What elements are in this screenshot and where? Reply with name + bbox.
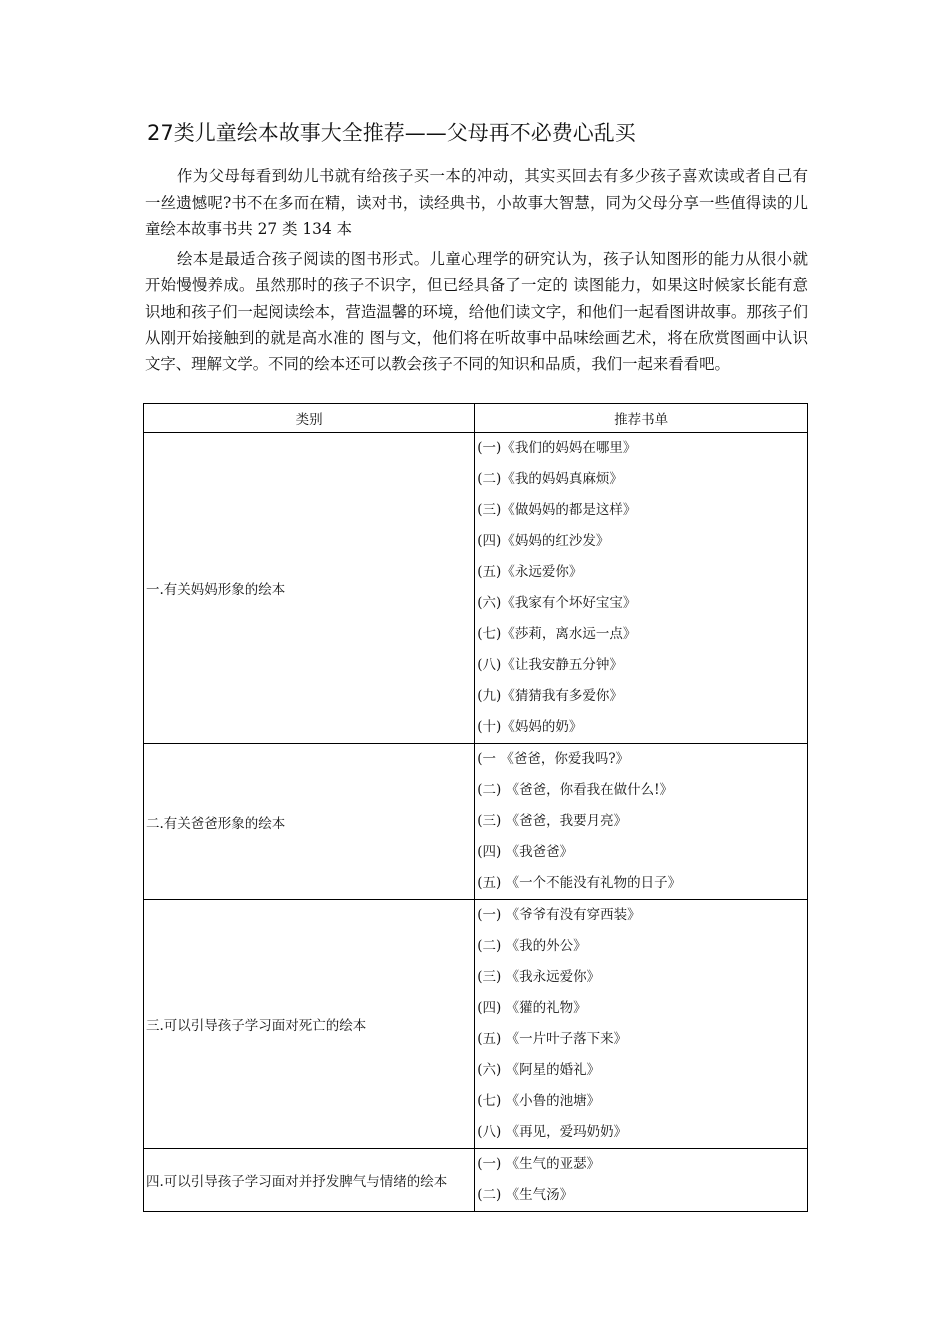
- intro-paragraph: 作为父母每看到幼儿书就有给孩子买一本的冲动，其实买回去有多少孩子喜欢读或者自己有一丝遗憾呢?书不在多而在精，读对书，读经典书，小故事大智慧，同为父母分享一些值得读的儿童绘本故事书共 27 类 134 本: [145, 167, 808, 238]
- book-item: (六)《我家有个坏好宝宝》: [477, 595, 637, 611]
- book-item: (六) 《阿星的婚礼》: [477, 1062, 601, 1078]
- category-cell: 三.可以引导孩子学习面对死亡的绘本: [144, 900, 475, 1149]
- book-item: (三) 《我永远爱你》: [477, 969, 601, 985]
- table-header-row: [144, 404, 808, 433]
- category-cell: 二.有关爸爸形象的绘本: [144, 744, 475, 900]
- book-item: (四) 《獾的礼物》: [477, 1000, 587, 1016]
- book-list-cell: [475, 900, 808, 1149]
- book-item: (二) 《我的外公》: [477, 938, 587, 954]
- book-item: (一) 《生气的亚瑟》: [477, 1156, 601, 1172]
- table-row: [144, 900, 808, 1149]
- book-item: (七) 《小鲁的池塘》: [477, 1093, 601, 1109]
- book-item: (一 《爸爸，你爱我吗?》: [477, 751, 630, 767]
- category-cell: 四.可以引导孩子学习面对并抒发脾气与情绪的绘本: [144, 1149, 475, 1212]
- table-row: [144, 744, 808, 900]
- book-item: (四) 《我爸爸》: [477, 844, 574, 860]
- book-item: (一)《我们的妈妈在哪里》: [477, 440, 637, 456]
- book-list-table: [143, 403, 808, 1212]
- table-row: [144, 1149, 808, 1212]
- book-item: (二)《我的妈妈真麻烦》: [477, 471, 623, 487]
- book-item: (二) 《爸爸，你看我在做什么!》: [477, 782, 674, 798]
- book-item: (五) 《一个不能没有礼物的日子》: [477, 875, 682, 891]
- header-category: 类别: [144, 404, 475, 433]
- book-item: (七)《莎莉，离水远一点》: [477, 626, 637, 642]
- book-item: (一) 《爷爷有没有穿西装》: [477, 907, 641, 923]
- book-item: (三)《做妈妈的都是这样》: [477, 502, 637, 518]
- header-book-list: 推荐书单: [475, 404, 808, 433]
- book-item: (八)《让我安静五分钟》: [477, 657, 623, 673]
- book-item: (三) 《爸爸，我要月亮》: [477, 813, 628, 829]
- category-cell: 一.有关妈妈形象的绘本: [144, 433, 475, 744]
- table-row: [144, 433, 808, 744]
- book-item: (九)《猜猜我有多爱你》: [477, 688, 623, 704]
- book-item: (二) 《生气汤》: [477, 1187, 574, 1203]
- book-list-cell: [475, 1149, 808, 1212]
- book-item: (四)《妈妈的红沙发》: [477, 533, 610, 549]
- page-title: 27类儿童绘本故事大全推荐——父母再不必费心乱买: [147, 121, 636, 145]
- book-list-cell: [475, 433, 808, 744]
- book-item: (五) 《一片叶子落下来》: [477, 1031, 628, 1047]
- book-item: (五)《永远爱你》: [477, 564, 583, 580]
- book-list-cell: [475, 744, 808, 900]
- book-item: (十)《妈妈的奶》: [477, 719, 583, 735]
- picture-book-paragraph: 绘本是最适合孩子阅读的图书形式。儿童心理学的研究认为，孩子认知图形的能力从很小就开始慢慢养成。虽然那时的孩子不识字，但已经具备了一定的 读图能力，如果这时候家长能有意识地和孩子们一起阅读绘本，营造温馨的环境，给他们读文字，和他们一起看图讲故事。那孩子们从刚开始接触到的就是高水准的 图与文，他们将在听故事中品味绘画艺术，将在欣赏图画中认识文字、理解文学。不同的绘本还可以教会孩子不同的知识和品质，我们一起来看看吧。: [145, 250, 808, 374]
- book-item: (八) 《再见，爱玛奶奶》: [477, 1124, 628, 1140]
